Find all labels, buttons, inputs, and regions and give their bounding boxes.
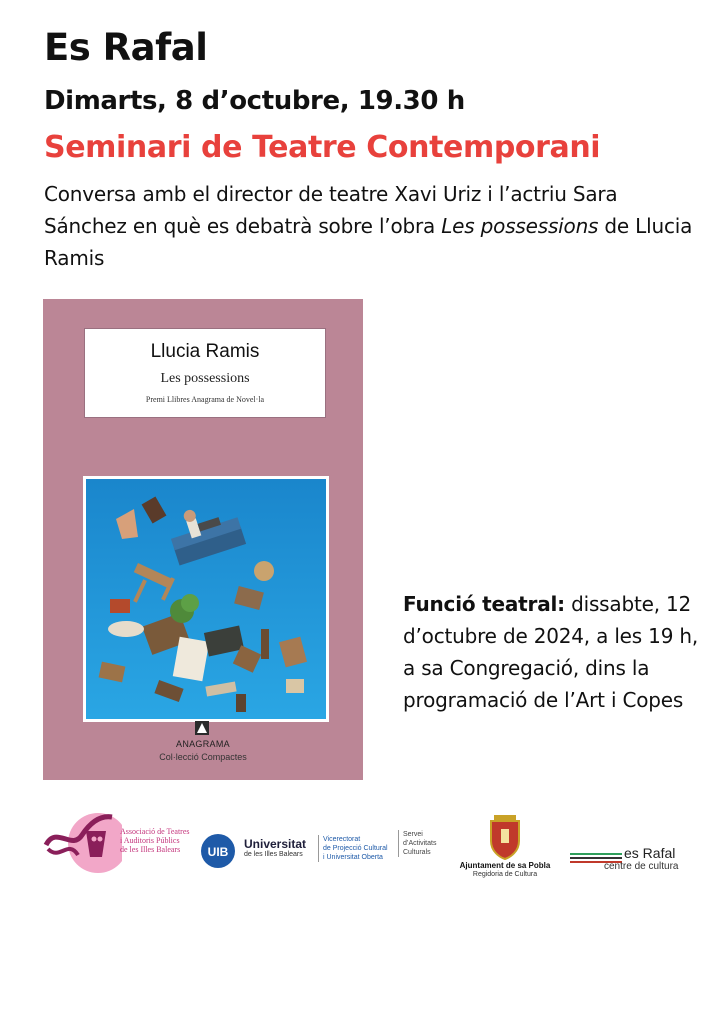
venue-heading: Es Rafal	[44, 26, 208, 69]
uib-vice-line: i Universitat Oberta	[323, 854, 383, 861]
event-date: Dimarts, 8 d’octubre, 19.30 h	[44, 86, 465, 116]
book-cover	[43, 299, 363, 780]
assoc-line: i Auditoris Públics	[120, 836, 180, 845]
work-title: Les possessions	[441, 214, 599, 238]
uib-name: Universitat	[244, 837, 307, 851]
assoc-teatres-logo	[42, 805, 202, 875]
performance-label: Funció teatral:	[403, 592, 565, 616]
cover-title: Les possessions	[160, 371, 250, 386]
cover-title-box	[85, 329, 325, 417]
performance-info	[403, 588, 703, 716]
ajuntament-logo	[455, 813, 555, 883]
esrafal-subname: centre de cultura	[604, 861, 679, 872]
event-title: Seminari de Teatre Contemporani	[44, 130, 601, 165]
cover-collection: Col·lecció Compactes	[159, 752, 247, 762]
sponsor-logos	[0, 805, 724, 885]
assoc-mask-icon	[42, 805, 122, 875]
esrafal-logo	[570, 845, 690, 879]
ajuntament-shield-icon	[455, 813, 555, 861]
description-text: Conversa amb el director de teatre Xavi Uriz i l’actriu Sara Sánchez en què es debatrà sobre l’obra	[44, 182, 618, 238]
anagrama-logo-icon	[195, 721, 209, 735]
event-description	[44, 178, 694, 274]
cover-author: Llucia Ramis	[150, 341, 260, 362]
uib-logo	[198, 831, 398, 871]
uib-vice-line: de Projecció Cultural	[323, 845, 388, 852]
cover-publisher: ANAGRAMA	[176, 739, 230, 749]
esrafal-name: es Rafal	[624, 845, 676, 861]
uib-emblem-icon	[198, 831, 238, 871]
performance-details: dissabte, 12 d’octubre de 2024, a les 19 h, a sa Congregació, dins la programació de l’Art i Copes	[403, 592, 699, 712]
uib-vicerectorat	[318, 835, 401, 862]
ajuntament-name: Ajuntament de sa Pobla	[459, 861, 551, 870]
uib-vice-line: Vicerectorat	[323, 836, 361, 843]
assoc-name	[120, 827, 190, 854]
cover-prize: Premi Llibres Anagrama de Novel·la	[145, 395, 265, 404]
uib-servei-line: d’Activitats	[403, 840, 437, 847]
flying-furniture-illustration	[86, 479, 326, 719]
cover-illustration	[83, 476, 329, 722]
uib-servei	[398, 830, 463, 857]
uib-servei-line: Servei	[403, 831, 423, 838]
description-text-end: de Llucia Ramis	[44, 214, 693, 270]
uib-servei-line: Culturals	[403, 849, 431, 856]
assoc-line: de les Illes Balears	[120, 845, 181, 854]
uib-subname: de les Illes Balears	[244, 851, 303, 858]
ajuntament-subname: Regidoria de Cultura	[472, 871, 538, 878]
assoc-line: Associació de Teatres	[120, 827, 190, 836]
uib-emblem-text: UIB	[207, 845, 229, 859]
